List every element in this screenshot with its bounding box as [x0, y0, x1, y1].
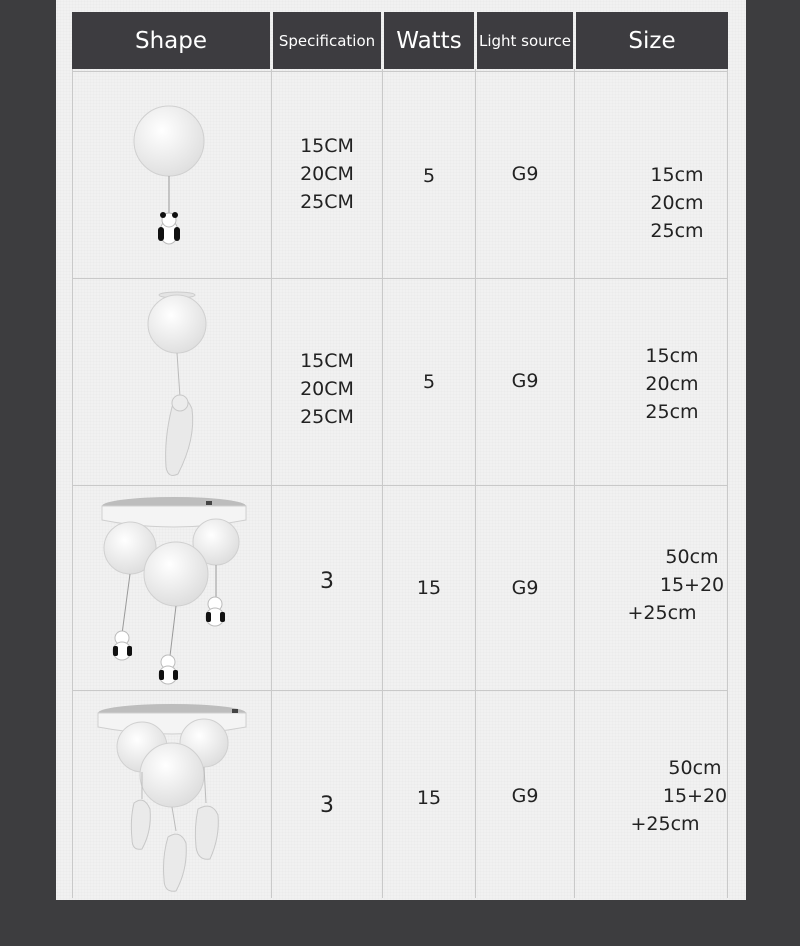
row1-light-source: G9: [511, 163, 539, 185]
spec-line: 20CM: [300, 378, 354, 400]
spec-line: 25CM: [300, 406, 354, 428]
grid-line: [382, 69, 383, 898]
row1-spec: [272, 132, 382, 216]
spec-line: 25CM: [300, 191, 354, 213]
single-globe-panda-lamp-icon: [72, 72, 272, 278]
spec-table: [72, 12, 728, 898]
size-line: 15+20: [662, 785, 728, 807]
size-line: 20cm: [645, 373, 699, 395]
size-line: +25cm: [627, 602, 697, 624]
grid-line: [475, 69, 476, 898]
size-line: 25cm: [645, 401, 699, 423]
header-shape: Shape: [72, 12, 270, 69]
size-line: 15+20: [659, 574, 725, 596]
triple-globe-panda-lamp-icon: [72, 486, 272, 690]
grid-line: [574, 69, 575, 898]
spec-line: 15CM: [300, 350, 354, 372]
spec-line: 15CM: [300, 135, 354, 157]
triple-globe-polar-bear-lamp-icon: [72, 691, 272, 898]
row4-spec: [272, 792, 382, 820]
size-line: 50cm: [665, 546, 719, 568]
header-watts: Watts: [384, 12, 474, 69]
row2-watts: 5: [422, 371, 436, 393]
row3-light-source: G9: [511, 577, 539, 599]
row3-spec: [272, 568, 382, 596]
spec-line: 3: [320, 569, 334, 594]
spec-line: 20CM: [300, 163, 354, 185]
size-line: 20cm: [650, 192, 704, 214]
size-line: +25cm: [630, 813, 700, 835]
header-light-source: Light source: [477, 12, 573, 69]
row2-size: [607, 342, 737, 426]
row3-size: [612, 543, 742, 627]
header-specification: Specification: [273, 12, 381, 69]
size-line: 15cm: [645, 345, 699, 367]
single-globe-polar-bear-lamp-icon: [72, 279, 272, 485]
row2-light-source: G9: [511, 370, 539, 392]
row1-watts: 5: [422, 165, 436, 187]
row4-size: [615, 754, 745, 838]
row2-spec: [272, 347, 382, 431]
size-line: 25cm: [650, 220, 704, 242]
row1-size: [612, 161, 742, 245]
spec-line: 3: [320, 793, 334, 818]
row4-light-source: G9: [511, 785, 539, 807]
size-line: 50cm: [668, 757, 722, 779]
header-size: Size: [576, 12, 728, 69]
row3-watts: 15: [416, 577, 442, 599]
row4-watts: 15: [416, 787, 442, 809]
size-line: 15cm: [650, 164, 704, 186]
